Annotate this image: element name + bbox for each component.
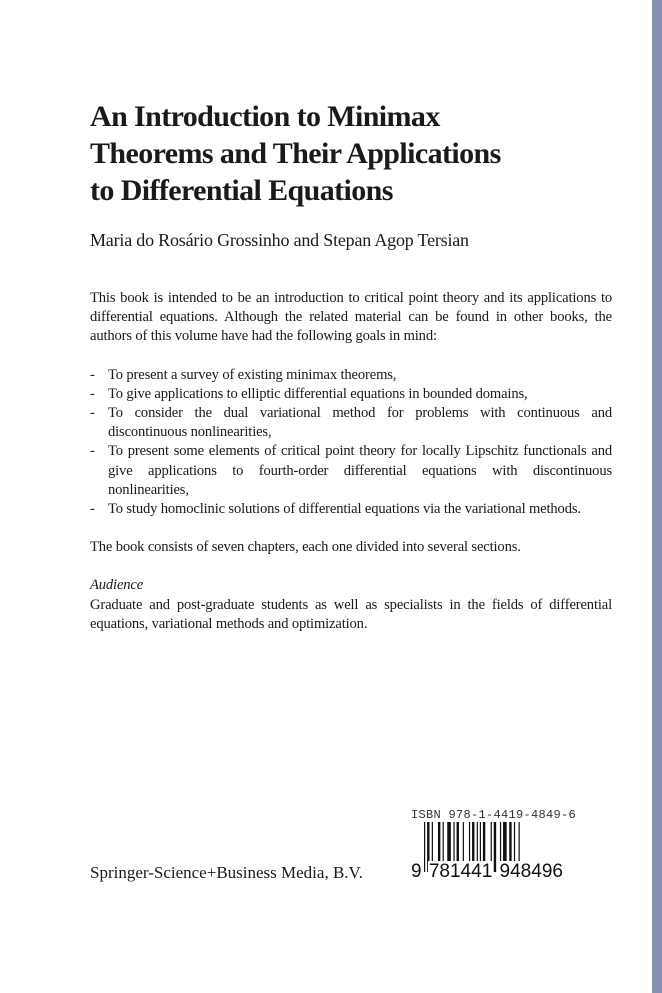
description [90, 289, 612, 653]
isbn-label: ISBN 978-1-4419-4849-6 [411, 808, 577, 822]
authors: Maria do Rosário Grossinho and Stepan Agop Tersian [90, 230, 469, 250]
list-item [90, 500, 612, 519]
barcode-digit-lead: 9 [411, 861, 422, 882]
structure-paragraph: The book consists of seven chapters, each one divided into several sections. [90, 539, 521, 556]
goals-list [90, 366, 612, 520]
title-line: Theorems and Their Applications [90, 137, 501, 170]
list-item [90, 366, 612, 385]
goal-text: To give applications to elliptic differential equations in bounded domains, [108, 385, 528, 402]
bullet: - [90, 501, 95, 518]
intro-paragraph: This book is intended to be an introduction to critical point theory and its applications to differential equations. Although the related material can be found in other books, the authors of this volume have had the following goals in mind: [90, 290, 612, 345]
list-item [90, 404, 612, 442]
goal-text: To consider the dual variational method for problems with continuous and discontinuous nonlinearities, [108, 405, 612, 441]
audience-paragraph: Graduate and post-graduate students as well as specialists in the fields of differential equations, variational methods and optimization. [90, 596, 612, 632]
barcode-digits [410, 861, 564, 883]
publisher: Springer-Science+Business Media, B.V. [90, 863, 363, 882]
bullet: - [90, 443, 95, 460]
bullet: - [90, 366, 95, 383]
audience-heading: Audience [90, 577, 144, 594]
bullet: - [90, 405, 95, 422]
barcode-digits-left: 781441 [428, 861, 493, 882]
list-item [90, 385, 612, 404]
title-line: An Introduction to Minimax [90, 100, 440, 133]
goal-text: To present some elements of critical point theory for locally Lipschitz functionals and give applications to fourth-order differential equations with discontinuous nonlinearities, [108, 443, 612, 498]
spine-stripe [652, 0, 662, 993]
list-item [90, 442, 612, 500]
goal-text: To present a survey of existing minimax theorems, [108, 366, 397, 383]
bullet: - [90, 385, 95, 402]
title-line: to Differential Equations [90, 174, 393, 207]
barcode-digits-right: 948496 [499, 861, 563, 882]
goal-text: To study homoclinic solutions of differential equations via the variational methods. [108, 501, 581, 518]
book-title [90, 98, 630, 209]
